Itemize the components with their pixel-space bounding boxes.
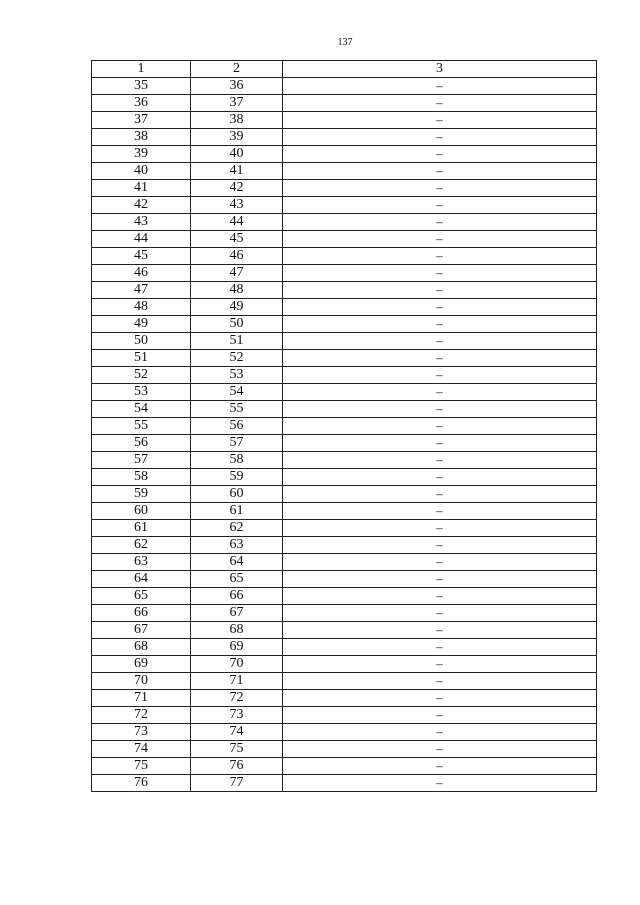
table-row [92, 486, 597, 503]
table-row [92, 588, 597, 605]
page-number: 137 [337, 37, 353, 48]
table-cell-col-3: – [283, 537, 597, 554]
table-cell-col-1: 59 [92, 486, 191, 503]
table-cell-col-1: 64 [92, 571, 191, 588]
table-cell-col-2: 52 [191, 350, 283, 367]
table-cell-col-3: – [283, 231, 597, 248]
table-cell-col-1: 76 [92, 775, 191, 792]
table-row [92, 452, 597, 469]
table-cell-col-1: 43 [92, 214, 191, 231]
column-header-1: 1 [92, 61, 191, 78]
table-cell-col-2: 77 [191, 775, 283, 792]
table-row [92, 435, 597, 452]
table-cell-col-3: – [283, 486, 597, 503]
table-row [92, 197, 597, 214]
table-cell-col-3: – [283, 367, 597, 384]
table-cell-col-1: 47 [92, 282, 191, 299]
table-row [92, 520, 597, 537]
table-cell-col-2: 53 [191, 367, 283, 384]
table-cell-col-3: – [283, 112, 597, 129]
table-row [92, 78, 597, 95]
table-cell-col-2: 60 [191, 486, 283, 503]
table-cell-col-2: 47 [191, 265, 283, 282]
table-cell-col-2: 41 [191, 163, 283, 180]
table-cell-col-3: – [283, 690, 597, 707]
table-cell-col-3: – [283, 248, 597, 265]
table-cell-col-1: 56 [92, 435, 191, 452]
table-cell-col-1: 58 [92, 469, 191, 486]
table-cell-col-3: – [283, 469, 597, 486]
table-cell-col-3: – [283, 571, 597, 588]
table-cell-col-2: 37 [191, 95, 283, 112]
table-row [92, 639, 597, 656]
table-cell-col-2: 63 [191, 537, 283, 554]
table-cell-col-3: – [283, 656, 597, 673]
table-cell-col-1: 61 [92, 520, 191, 537]
table-cell-col-1: 54 [92, 401, 191, 418]
table-cell-col-1: 69 [92, 656, 191, 673]
table-cell-col-2: 73 [191, 707, 283, 724]
table-cell-col-2: 49 [191, 299, 283, 316]
table-cell-col-1: 41 [92, 180, 191, 197]
table-cell-col-3: – [283, 197, 597, 214]
table-row [92, 248, 597, 265]
table-row [92, 503, 597, 520]
header-row [92, 61, 597, 78]
table-cell-col-2: 56 [191, 418, 283, 435]
table-cell-col-1: 48 [92, 299, 191, 316]
table-body [92, 78, 597, 792]
table-row [92, 214, 597, 231]
table-row [92, 282, 597, 299]
table-cell-col-3: – [283, 95, 597, 112]
table-row [92, 554, 597, 571]
table-row [92, 112, 597, 129]
table-cell-col-1: 55 [92, 418, 191, 435]
table-cell-col-1: 52 [92, 367, 191, 384]
table-header [92, 61, 597, 78]
table-cell-col-3: – [283, 520, 597, 537]
table-cell-col-2: 70 [191, 656, 283, 673]
table-row [92, 350, 597, 367]
table-cell-col-2: 72 [191, 690, 283, 707]
table-cell-col-3: – [283, 265, 597, 282]
table-cell-col-3: – [283, 299, 597, 316]
table-cell-col-2: 42 [191, 180, 283, 197]
table-cell-col-1: 62 [92, 537, 191, 554]
table-row [92, 537, 597, 554]
table-cell-col-1: 70 [92, 673, 191, 690]
table-row [92, 469, 597, 486]
table-cell-col-2: 36 [191, 78, 283, 95]
table-row [92, 316, 597, 333]
column-header-2: 2 [191, 61, 283, 78]
table-cell-col-2: 55 [191, 401, 283, 418]
table-cell-col-1: 39 [92, 146, 191, 163]
table-cell-col-3: – [283, 588, 597, 605]
table-cell-col-2: 61 [191, 503, 283, 520]
table-row [92, 401, 597, 418]
table-cell-col-3: – [283, 758, 597, 775]
table-row [92, 622, 597, 639]
table-cell-col-1: 40 [92, 163, 191, 180]
table-cell-col-1: 44 [92, 231, 191, 248]
table-row [92, 571, 597, 588]
table-cell-col-2: 40 [191, 146, 283, 163]
table-cell-col-2: 62 [191, 520, 283, 537]
table-row [92, 231, 597, 248]
table-row [92, 690, 597, 707]
table-cell-col-1: 63 [92, 554, 191, 571]
table-row [92, 724, 597, 741]
table-cell-col-1: 36 [92, 95, 191, 112]
table-cell-col-3: – [283, 350, 597, 367]
table-cell-col-1: 57 [92, 452, 191, 469]
table-cell-col-2: 38 [191, 112, 283, 129]
table-cell-col-3: – [283, 503, 597, 520]
table-cell-col-1: 46 [92, 265, 191, 282]
table-cell-col-2: 64 [191, 554, 283, 571]
table-row [92, 656, 597, 673]
table-cell-col-3: – [283, 418, 597, 435]
table-cell-col-2: 68 [191, 622, 283, 639]
table-cell-col-2: 48 [191, 282, 283, 299]
table-row [92, 605, 597, 622]
table-cell-col-3: – [283, 605, 597, 622]
table-cell-col-2: 54 [191, 384, 283, 401]
table-cell-col-1: 35 [92, 78, 191, 95]
table-cell-col-3: – [283, 452, 597, 469]
table-cell-col-1: 74 [92, 741, 191, 758]
table-cell-col-1: 65 [92, 588, 191, 605]
table-cell-col-2: 59 [191, 469, 283, 486]
table-cell-col-3: – [283, 146, 597, 163]
table-cell-col-1: 66 [92, 605, 191, 622]
column-header-3: 3 [283, 61, 597, 78]
table-cell-col-3: – [283, 673, 597, 690]
table-row [92, 775, 597, 792]
table-cell-col-2: 39 [191, 129, 283, 146]
table-row [92, 146, 597, 163]
table-cell-col-1: 45 [92, 248, 191, 265]
table-cell-col-2: 44 [191, 214, 283, 231]
table-row [92, 299, 597, 316]
table-row [92, 367, 597, 384]
table-cell-col-3: – [283, 707, 597, 724]
table-cell-col-3: – [283, 333, 597, 350]
table-row [92, 384, 597, 401]
table-cell-col-3: – [283, 622, 597, 639]
table-row [92, 673, 597, 690]
table-cell-col-3: – [283, 282, 597, 299]
table-cell-col-1: 38 [92, 129, 191, 146]
table-cell-col-2: 65 [191, 571, 283, 588]
table-cell-col-3: – [283, 163, 597, 180]
table-cell-col-3: – [283, 435, 597, 452]
table-cell-col-2: 57 [191, 435, 283, 452]
table-cell-col-1: 50 [92, 333, 191, 350]
table-cell-col-2: 50 [191, 316, 283, 333]
table-cell-col-1: 73 [92, 724, 191, 741]
table-cell-col-3: – [283, 741, 597, 758]
table-cell-col-2: 67 [191, 605, 283, 622]
table-cell-col-2: 71 [191, 673, 283, 690]
table-cell-col-3: – [283, 775, 597, 792]
table-cell-col-2: 43 [191, 197, 283, 214]
table-row [92, 333, 597, 350]
table-cell-col-3: – [283, 639, 597, 656]
table-cell-col-3: – [283, 384, 597, 401]
table-cell-col-1: 75 [92, 758, 191, 775]
table-cell-col-1: 68 [92, 639, 191, 656]
table-cell-col-2: 69 [191, 639, 283, 656]
table-cell-col-2: 46 [191, 248, 283, 265]
table-cell-col-3: – [283, 554, 597, 571]
table-cell-col-3: – [283, 214, 597, 231]
table-cell-col-2: 66 [191, 588, 283, 605]
table-row [92, 265, 597, 282]
table-cell-col-1: 71 [92, 690, 191, 707]
table-cell-col-2: 45 [191, 231, 283, 248]
table-cell-col-3: – [283, 180, 597, 197]
table-cell-col-1: 72 [92, 707, 191, 724]
table-row [92, 129, 597, 146]
table-cell-col-2: 51 [191, 333, 283, 350]
table-cell-col-1: 42 [92, 197, 191, 214]
table-cell-col-2: 76 [191, 758, 283, 775]
table-cell-col-2: 58 [191, 452, 283, 469]
table-cell-col-1: 67 [92, 622, 191, 639]
table-cell-col-1: 60 [92, 503, 191, 520]
table-cell-col-2: 74 [191, 724, 283, 741]
table-cell-col-1: 49 [92, 316, 191, 333]
table-row [92, 741, 597, 758]
table-cell-col-3: – [283, 401, 597, 418]
table-row [92, 707, 597, 724]
table-row [92, 163, 597, 180]
table-cell-col-1: 53 [92, 384, 191, 401]
table-cell-col-1: 37 [92, 112, 191, 129]
table-cell-col-1: 51 [92, 350, 191, 367]
data-table [91, 60, 597, 792]
table-row [92, 758, 597, 775]
table-cell-col-3: – [283, 78, 597, 95]
table-row [92, 180, 597, 197]
table-cell-col-2: 75 [191, 741, 283, 758]
table-row [92, 95, 597, 112]
table-cell-col-3: – [283, 129, 597, 146]
table-row [92, 418, 597, 435]
table-cell-col-3: – [283, 316, 597, 333]
table-cell-col-3: – [283, 724, 597, 741]
